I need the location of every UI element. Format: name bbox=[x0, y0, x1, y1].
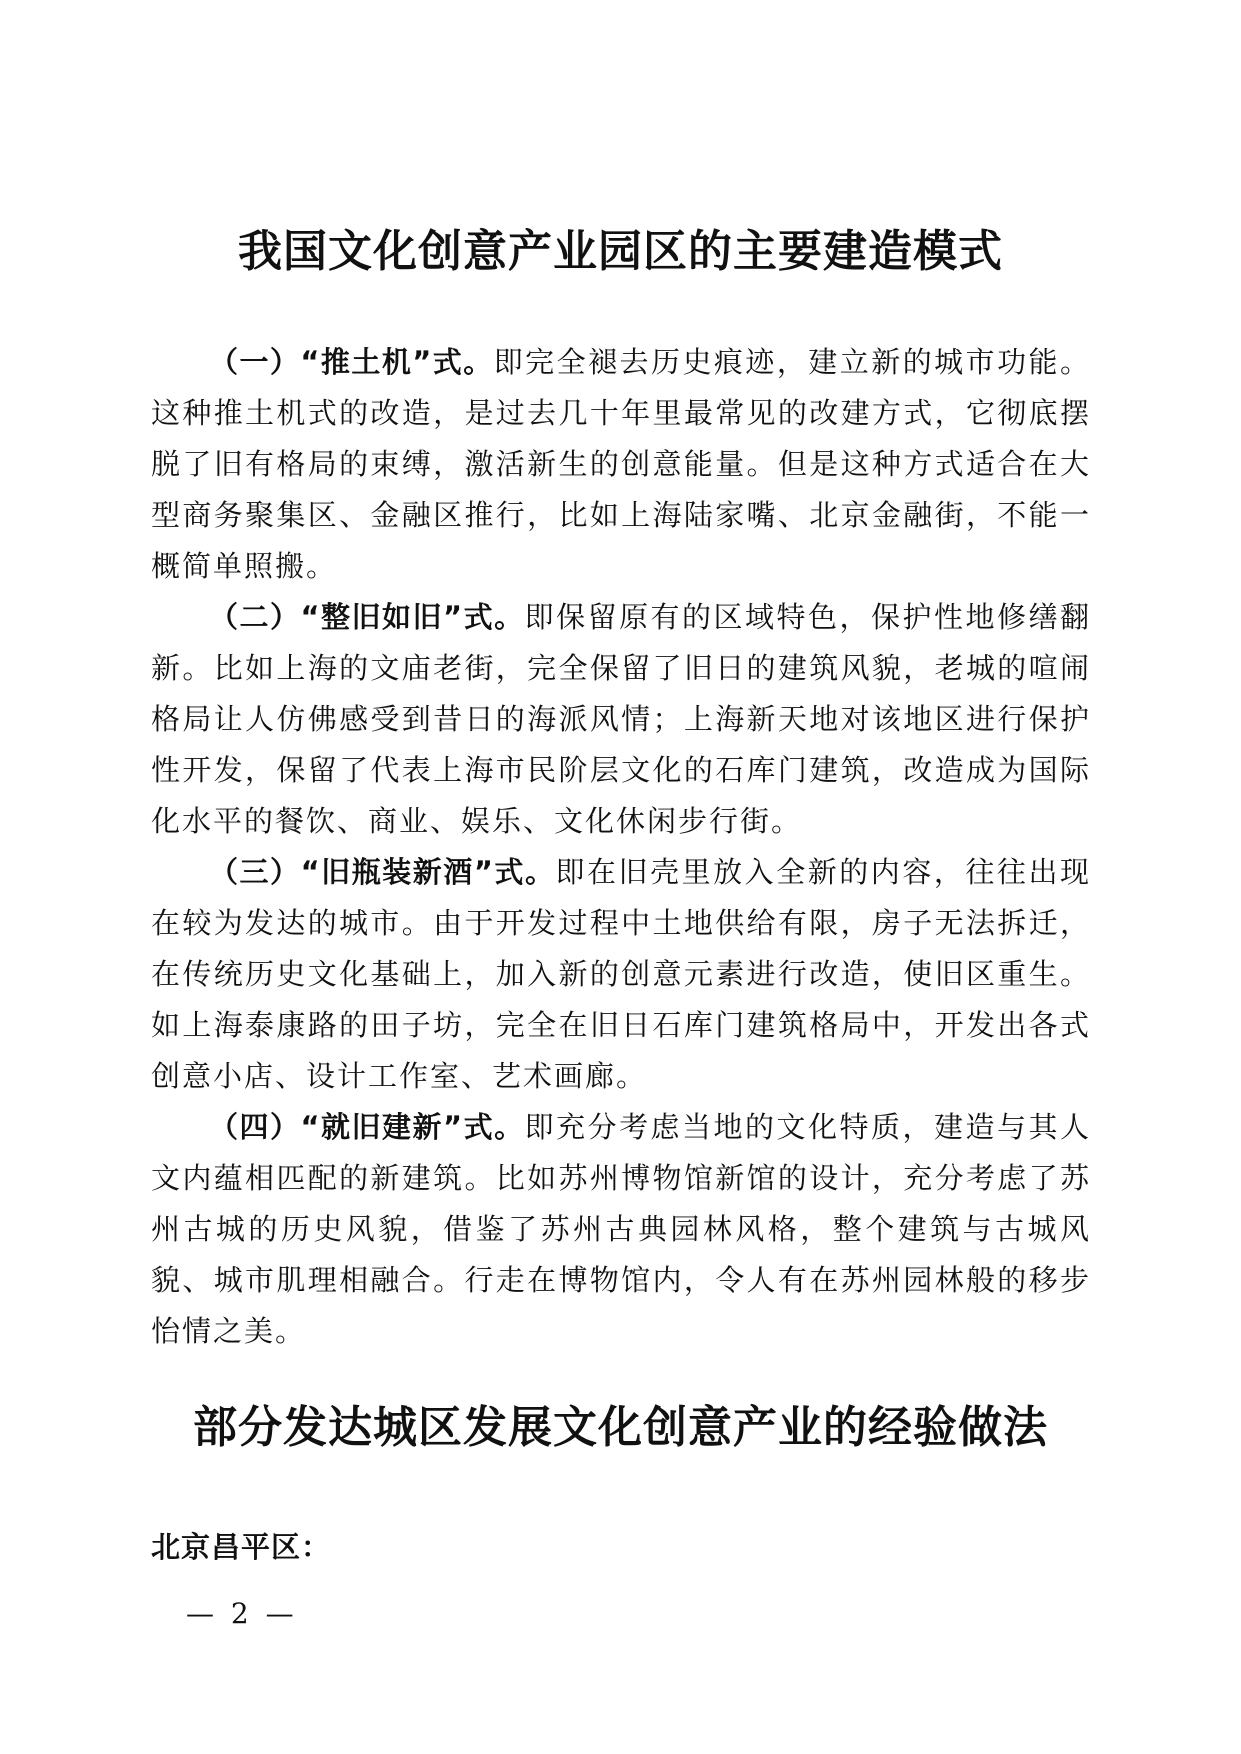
sub-label: 北京昌平区： bbox=[151, 1530, 332, 1564]
paragraph-2 bbox=[151, 592, 1091, 847]
paragraph-1-lead: （一）“推土机”式。 bbox=[209, 345, 494, 379]
paragraph-4 bbox=[151, 1102, 1091, 1357]
page-number: — 2 — bbox=[186, 1597, 298, 1630]
paragraph-2-text: 即保留原有的区域特色，保护性地修缮翻新。比如上海的文庙老街，完全保留了旧日的建筑风貌，老城的喧闹格局让人仿佛感受到昔日的海派风情；上海新天地对该地区进行保护性开发，保留了代表上海市民阶层文化的石库门建筑，改造成为国际化水平的餐饮、商业、娱乐、文化休闲步行街。 bbox=[151, 600, 1091, 838]
paragraph-1 bbox=[151, 337, 1091, 592]
section-title: 部分发达城区发展文化创意产业的经验做法 bbox=[193, 1402, 1048, 1453]
paragraph-4-lead: （四）“就旧建新”式。 bbox=[209, 1110, 525, 1144]
paragraph-1-text: 即完全褪去历史痕迹，建立新的城市功能。这种推土机式的改造，是过去几十年里最常见的改建方式，它彻底摆脱了旧有格局的束缚，激活新生的创意能量。但是这种方式适合在大型商务聚集区、金融区推行，比如上海陆家嘴、北京金融街，不能一概简单照搬。 bbox=[151, 345, 1091, 583]
paragraph-3-text: 即在旧壳里放入全新的内容，往往出现在较为发达的城市。由于开发过程中土地供给有限，房子无法拆迁，在传统历史文化基础上，加入新的创意元素进行改造，使旧区重生。如上海泰康路的田子坊，完全在旧日石库门建筑格局中，开发出各式创意小店、设计工作室、艺术画廊。 bbox=[151, 855, 1091, 1093]
page-title: 我国文化创意产业园区的主要建造模式 bbox=[238, 226, 1003, 277]
paragraph-4-text: 即充分考虑当地的文化特质，建造与其人文内蕴相匹配的新建筑。比如苏州博物馆新馆的设计，充分考虑了苏州古城的历史风貌，借鉴了苏州古典园林风格，整个建筑与古城风貌、城市肌理相融合。行走在博物馆内，令人有在苏州园林般的移步怡情之美。 bbox=[151, 1110, 1091, 1348]
paragraph-3-lead: （三）“旧瓶装新酒”式。 bbox=[209, 855, 556, 889]
paragraph-2-lead: （二）“整旧如旧”式。 bbox=[209, 600, 525, 634]
paragraph-3 bbox=[151, 847, 1091, 1102]
body-text bbox=[151, 337, 1091, 1357]
